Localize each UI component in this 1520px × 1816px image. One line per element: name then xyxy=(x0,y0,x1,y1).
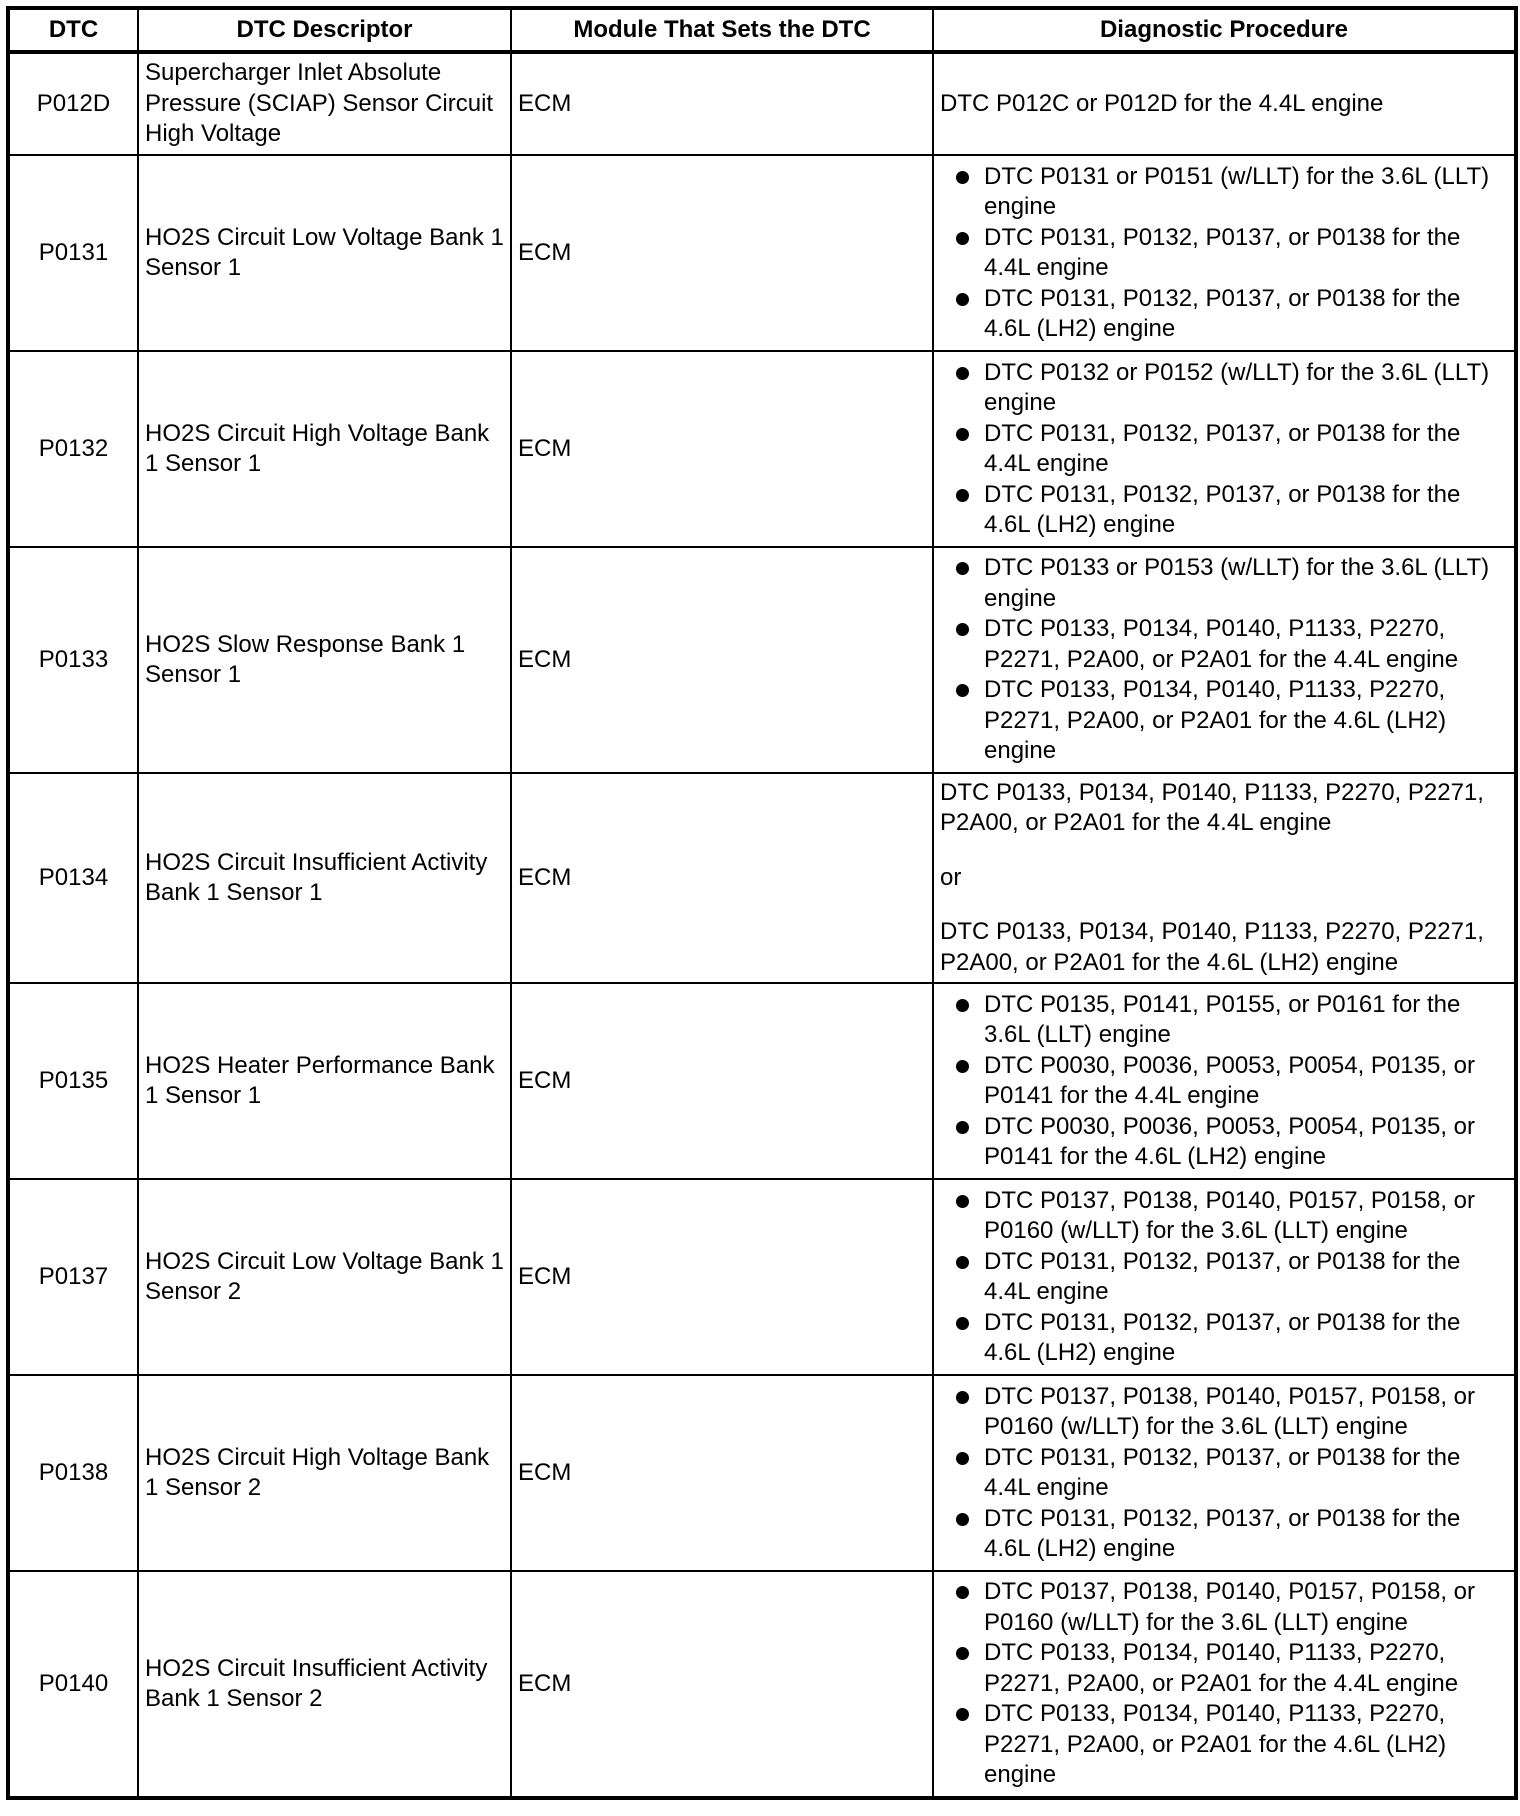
dtc-descriptor: Supercharger Inlet Absolute Pressure (SCIAP) Sensor Circuit High Voltage xyxy=(138,52,511,155)
procedure-item xyxy=(940,990,1510,1051)
dtc-module: ECM xyxy=(511,351,933,547)
bullet-icon xyxy=(956,232,969,245)
dtc-module: ECM xyxy=(511,1179,933,1375)
table-row xyxy=(8,52,1516,155)
bullet-icon xyxy=(956,293,969,306)
procedure-list xyxy=(940,358,1510,541)
bullet-icon xyxy=(956,367,969,380)
table-row xyxy=(8,155,1516,351)
procedure-list xyxy=(940,1577,1510,1791)
column-header-descriptor: DTC Descriptor xyxy=(138,8,511,52)
dtc-code: P012D xyxy=(8,52,138,155)
procedure-item xyxy=(940,1308,1510,1369)
procedure-item xyxy=(940,358,1510,419)
bullet-icon xyxy=(956,489,969,502)
column-header-dtc: DTC xyxy=(8,8,138,52)
procedure-item xyxy=(940,675,1510,767)
bullet-icon xyxy=(956,1391,969,1404)
procedure-item xyxy=(940,553,1510,614)
procedure-item-text: DTC P0131, P0132, P0137, or P0138 for the 4.4L engine xyxy=(984,223,1461,281)
table-row xyxy=(8,1375,1516,1571)
procedure-item xyxy=(940,1186,1510,1247)
diagnostic-procedure xyxy=(933,351,1516,547)
diagnostic-procedure xyxy=(933,983,1516,1179)
procedure-text: or xyxy=(940,863,962,891)
dtc-code: P0140 xyxy=(8,1571,138,1798)
procedure-item-text: DTC P0030, P0036, P0053, P0054, P0135, or P0141 for the 4.6L (LH2) engine xyxy=(984,1112,1476,1170)
dtc-module: ECM xyxy=(511,983,933,1179)
dtc-module: ECM xyxy=(511,155,933,351)
table-row xyxy=(8,983,1516,1179)
procedure-item-text: DTC P0131, P0132, P0137, or P0138 for the 4.4L engine xyxy=(984,419,1461,477)
column-header-procedure: Diagnostic Procedure xyxy=(933,8,1516,52)
dtc-module: ECM xyxy=(511,773,933,983)
procedure-item-text: DTC P0133, P0134, P0140, P1133, P2270, P2271, P2A00, or P2A01 for the 4.4L engine xyxy=(984,1639,1459,1697)
bullet-icon xyxy=(956,1513,969,1526)
dtc-descriptor: HO2S Circuit High Voltage Bank 1 Sensor 2 xyxy=(138,1375,511,1571)
procedure-text: DTC P0133, P0134, P0140, P1133, P2270, P2271, P2A00, or P2A01 for the 4.4L engine xyxy=(940,778,1484,837)
procedure-item-text: DTC P0131 or P0151 (w/LLT) for the 3.6L (LLT) engine xyxy=(984,162,1490,220)
procedure-item xyxy=(940,1247,1510,1308)
procedure-item-text: DTC P0030, P0036, P0053, P0054, P0135, or P0141 for the 4.4L engine xyxy=(984,1051,1476,1109)
dtc-code: P0138 xyxy=(8,1375,138,1571)
dtc-module: ECM xyxy=(511,547,933,773)
bullet-icon xyxy=(956,428,969,441)
dtc-descriptor: HO2S Circuit Insufficient Activity Bank 1 Sensor 1 xyxy=(138,773,511,983)
procedure-item xyxy=(940,1382,1510,1443)
column-header-module: Module That Sets the DTC xyxy=(511,8,933,52)
procedure-item xyxy=(940,1443,1510,1504)
procedure-item-text: DTC P0131, P0132, P0137, or P0138 for the 4.4L engine xyxy=(984,1443,1461,1501)
dtc-descriptor: HO2S Slow Response Bank 1 Sensor 1 xyxy=(138,547,511,773)
procedure-item-text: DTC P0131, P0132, P0137, or P0138 for the 4.6L (LH2) engine xyxy=(984,284,1461,342)
procedure-list xyxy=(940,1382,1510,1565)
procedure-text: DTC P012C or P012D for the 4.4L engine xyxy=(940,89,1384,117)
diagnostic-procedure xyxy=(933,547,1516,773)
bullet-icon xyxy=(956,1195,969,1208)
diagnostic-procedure xyxy=(933,1571,1516,1798)
dtc-descriptor: HO2S Circuit Low Voltage Bank 1 Sensor 1 xyxy=(138,155,511,351)
dtc-module: ECM xyxy=(511,1571,933,1798)
procedure-item xyxy=(940,480,1510,541)
diagnostic-procedure xyxy=(933,773,1516,983)
dtc-descriptor: HO2S Circuit Low Voltage Bank 1 Sensor 2 xyxy=(138,1179,511,1375)
procedure-item-text: DTC P0131, P0132, P0137, or P0138 for the 4.4L engine xyxy=(984,1247,1461,1305)
dtc-code: P0131 xyxy=(8,155,138,351)
bullet-icon xyxy=(956,1317,969,1330)
bullet-icon xyxy=(956,1647,969,1660)
procedure-item-text: DTC P0133, P0134, P0140, P1133, P2270, P2271, P2A00, or P2A01 for the 4.6L (LH2) engine xyxy=(984,1700,1447,1789)
procedure-text: DTC P0133, P0134, P0140, P1133, P2270, P2271, P2A00, or P2A01 for the 4.6L (LH2) engine xyxy=(940,918,1484,976)
procedure-list xyxy=(940,162,1510,345)
bullet-icon xyxy=(956,1586,969,1599)
procedure-item xyxy=(940,1699,1510,1791)
bullet-icon xyxy=(956,171,969,184)
procedure-item xyxy=(940,419,1510,480)
procedure-item-text: DTC P0131, P0132, P0137, or P0138 for the 4.6L (LH2) engine xyxy=(984,480,1461,538)
procedure-item-text: DTC P0137, P0138, P0140, P0157, P0158, or P0160 (w/LLT) for the 3.6L (LLT) engine xyxy=(984,1578,1476,1636)
procedure-item xyxy=(940,1051,1510,1112)
bullet-icon xyxy=(956,1121,969,1134)
procedure-item xyxy=(940,614,1510,675)
procedure-item xyxy=(940,1112,1510,1173)
dtc-table xyxy=(6,6,1518,1800)
procedure-item-text: DTC P0131, P0132, P0137, or P0138 for the 4.6L (LH2) engine xyxy=(984,1308,1461,1366)
procedure-item xyxy=(940,1638,1510,1699)
procedure-item xyxy=(940,1504,1510,1565)
dtc-code: P0133 xyxy=(8,547,138,773)
diagnostic-procedure xyxy=(933,1179,1516,1375)
procedure-list xyxy=(940,553,1510,767)
table-header-row xyxy=(8,8,1516,52)
procedure-item-text: DTC P0133, P0134, P0140, P1133, P2270, P2271, P2A00, or P2A01 for the 4.4L engine xyxy=(984,615,1459,673)
procedure-item-text: DTC P0135, P0141, P0155, or P0161 for the 3.6L (LLT) engine xyxy=(984,990,1461,1048)
procedure-list xyxy=(940,990,1510,1173)
bullet-icon xyxy=(956,1060,969,1073)
table-row xyxy=(8,1571,1516,1798)
procedure-item xyxy=(940,284,1510,345)
dtc-descriptor: HO2S Heater Performance Bank 1 Sensor 1 xyxy=(138,983,511,1179)
bullet-icon xyxy=(956,1256,969,1269)
dtc-module: ECM xyxy=(511,52,933,155)
procedure-item xyxy=(940,223,1510,284)
table-row xyxy=(8,547,1516,773)
bullet-icon xyxy=(956,684,969,697)
dtc-module: ECM xyxy=(511,1375,933,1571)
dtc-code: P0132 xyxy=(8,351,138,547)
diagnostic-procedure xyxy=(933,1375,1516,1571)
bullet-icon xyxy=(956,1708,969,1721)
dtc-code: P0135 xyxy=(8,983,138,1179)
procedure-item-text: DTC P0137, P0138, P0140, P0157, P0158, or P0160 (w/LLT) for the 3.6L (LLT) engine xyxy=(984,1382,1476,1440)
diagnostic-procedure xyxy=(933,52,1516,155)
bullet-icon xyxy=(956,562,969,575)
diagnostic-procedure xyxy=(933,155,1516,351)
bullet-icon xyxy=(956,1452,969,1465)
dtc-descriptor: HO2S Circuit High Voltage Bank 1 Sensor 1 xyxy=(138,351,511,547)
procedure-item-text: DTC P0133, P0134, P0140, P1133, P2270, P2271, P2A00, or P2A01 for the 4.6L (LH2) engine xyxy=(984,676,1447,765)
procedure-item-text: DTC P0132 or P0152 (w/LLT) for the 3.6L (LLT) engine xyxy=(984,358,1490,416)
dtc-descriptor: HO2S Circuit Insufficient Activity Bank 1 Sensor 2 xyxy=(138,1571,511,1798)
procedure-list xyxy=(940,1186,1510,1369)
bullet-icon xyxy=(956,623,969,636)
dtc-code: P0137 xyxy=(8,1179,138,1375)
table-row xyxy=(8,351,1516,547)
procedure-item-text: DTC P0137, P0138, P0140, P0157, P0158, or P0160 (w/LLT) for the 3.6L (LLT) engine xyxy=(984,1186,1476,1244)
bullet-icon xyxy=(956,999,969,1012)
procedure-item-text: DTC P0131, P0132, P0137, or P0138 for the 4.6L (LH2) engine xyxy=(984,1504,1461,1562)
procedure-item xyxy=(940,162,1510,223)
table-row xyxy=(8,1179,1516,1375)
dtc-code: P0134 xyxy=(8,773,138,983)
table-row xyxy=(8,773,1516,983)
procedure-item-text: DTC P0133 or P0153 (w/LLT) for the 3.6L (LLT) engine xyxy=(984,554,1490,612)
procedure-item xyxy=(940,1577,1510,1638)
